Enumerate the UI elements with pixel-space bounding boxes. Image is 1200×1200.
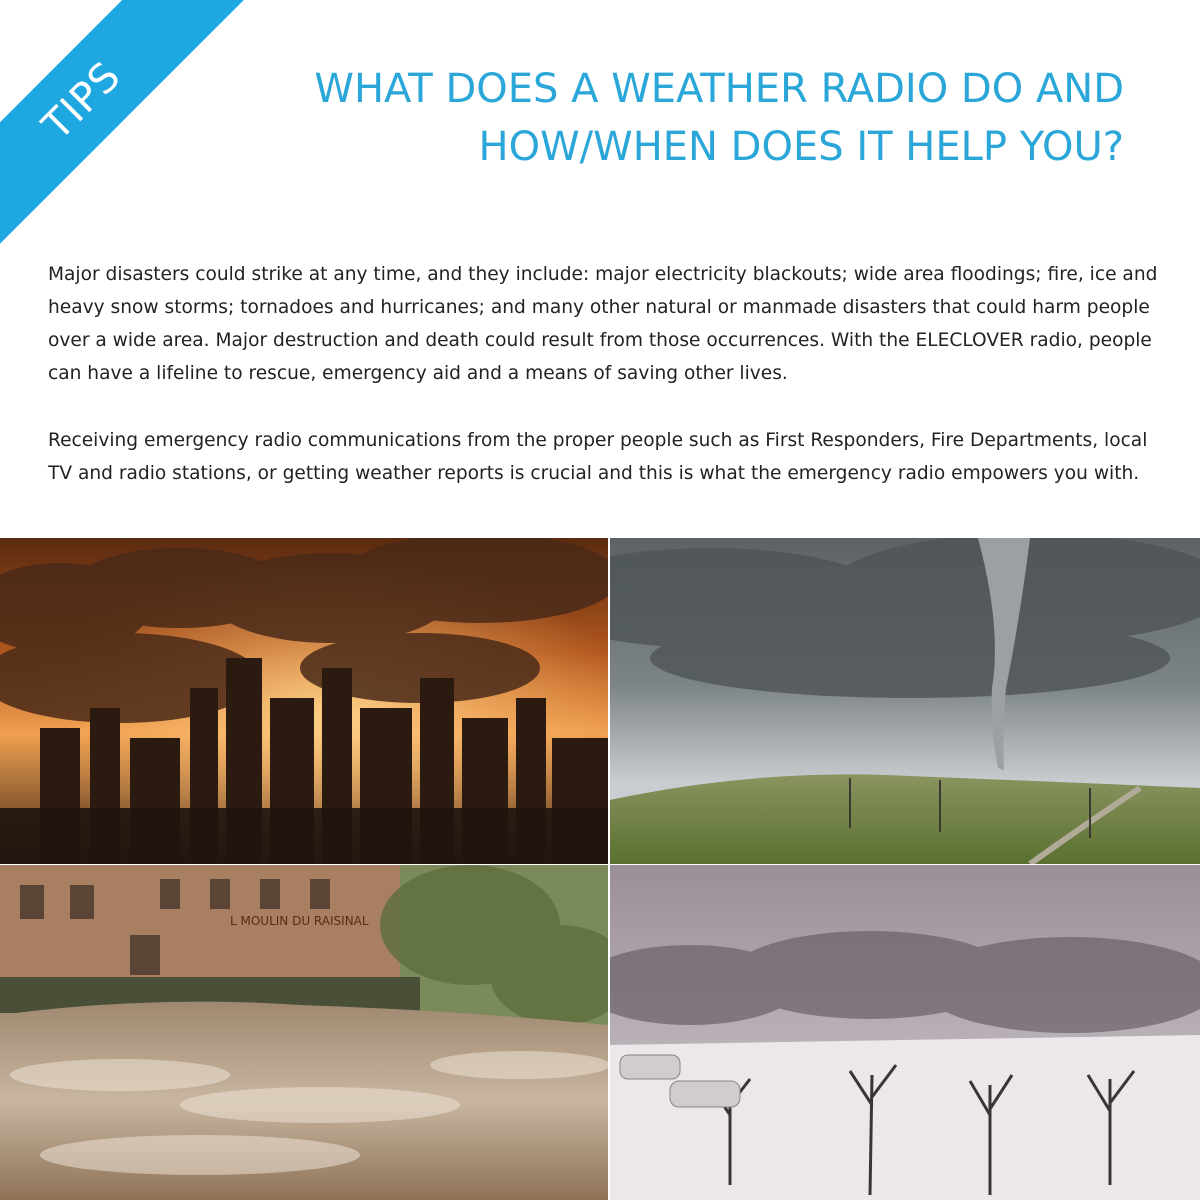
title-line-2: HOW/WHEN DOES IT HELP YOU? (478, 124, 1124, 170)
burning-city-photo (0, 538, 608, 864)
title-line-1: WHAT DOES A WEATHER RADIO DO AND (314, 66, 1124, 112)
tornado-photo (610, 538, 1200, 864)
paragraph-disasters: Major disasters could strike at any time, and they include: major electricity blackouts; wide area floodings; fire, ice and heavy snow storms; tornadoes and hurricanes; and many other natural or manmade disasters that could harm people over a wide area. Major destruction and death could result from those occurrences. With the ELECLOVER radio, people can have a lifeline to rescue, emergency aid and a means of saving other lives. (48, 264, 1158, 384)
snow-storm-photo (610, 865, 1200, 1200)
paragraph-communications: Receiving emergency radio communications from the proper people such as First Responders, Fire Departments, local TV and radio stations, or getting weather reports is crucial and this is what the emergency radio empowers you with. (48, 430, 1148, 484)
flood-photo (0, 865, 608, 1200)
page-title (264, 60, 1124, 176)
article-body (48, 258, 1158, 524)
building-sign-text: L MOULIN DU RAISINAL (230, 914, 369, 928)
tips-corner-ribbon (0, 0, 260, 260)
tips-label: TIPS (34, 53, 130, 149)
disaster-photo-grid (0, 538, 1200, 1200)
